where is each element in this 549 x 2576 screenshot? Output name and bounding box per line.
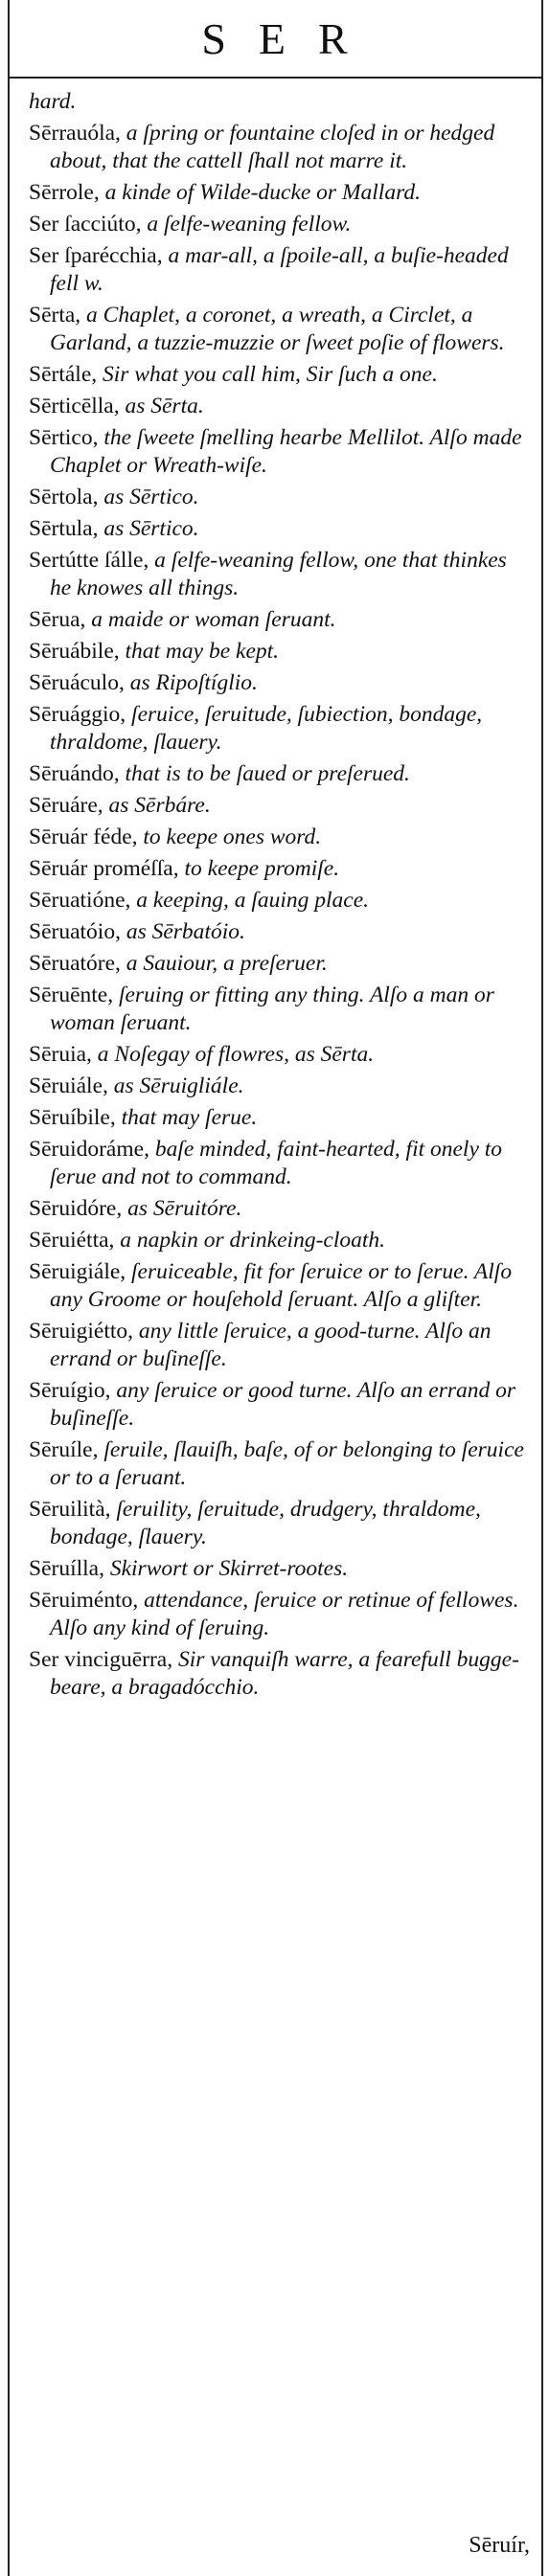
dictionary-entry bbox=[29, 424, 532, 480]
entry-headword: Sēruár féde, bbox=[29, 825, 144, 849]
catchword: Sēruír, bbox=[469, 2533, 530, 2558]
dictionary-entry bbox=[29, 1136, 532, 1191]
entry-definition: to keepe ones word. bbox=[143, 825, 322, 849]
entry-definition: a mar-all, a ſpoile-all, a buſie-headed fell w. bbox=[50, 243, 509, 296]
entry-headword: Sēruándo, bbox=[29, 761, 126, 786]
dictionary-entry bbox=[29, 1041, 532, 1069]
entry-definition: as Ripoſtíglio. bbox=[129, 670, 258, 695]
dictionary-entry bbox=[29, 701, 532, 757]
right-rule bbox=[541, 0, 543, 2576]
entry-definition: a ſelfe-weaning fellow, one that thinkes he knowes all things. bbox=[50, 548, 507, 600]
entry-headword: Sēruiménto, bbox=[29, 1588, 145, 1613]
header-rule bbox=[8, 77, 543, 79]
entry-headword: Sēruа, bbox=[29, 607, 92, 632]
entry-headword: Sēruia, bbox=[29, 1042, 98, 1067]
entry-definition: that may be kept. bbox=[125, 639, 280, 664]
entry-definition: a kinde of Wilde-ducke or Mallard. bbox=[104, 180, 421, 205]
entry-definition: any ſeruice or good turne. Alſo an errand or buſineſſe. bbox=[50, 1378, 516, 1431]
dictionary-entry bbox=[29, 1227, 532, 1254]
entry-definition: the ſweete ſmelling hearbe Mellilot. Alſo made Chaplet or Wreath-wiſe. bbox=[50, 425, 522, 478]
entry-definition: Sir what you call him, Sir ſuch a one. bbox=[103, 362, 438, 387]
entry-list bbox=[29, 88, 532, 1706]
dictionary-entry bbox=[29, 792, 532, 820]
entry-headword: Sēruígio, bbox=[29, 1378, 117, 1403]
dictionary-entry bbox=[29, 1496, 532, 1551]
left-rule bbox=[8, 0, 10, 2576]
entry-definition: ſeruice, ſeruitude, ſubiection, bondage, thraldome, ſlauery. bbox=[50, 702, 483, 755]
entry-definition: to keepe promiſe. bbox=[184, 856, 340, 881]
entry-headword: Sēruilità, bbox=[29, 1497, 117, 1522]
entry-definition: a ſelfe-weaning fellow. bbox=[147, 212, 352, 237]
entry-headword: Sēruidoráme, bbox=[29, 1137, 155, 1162]
entry-definition: ſeruing or fitting any thing. Alſo a man or woman ſeruant. bbox=[50, 983, 494, 1035]
dictionary-entry bbox=[29, 88, 532, 116]
dictionary-entry bbox=[29, 179, 532, 207]
entry-headword: Sēruíbile, bbox=[29, 1105, 122, 1130]
entry-definition: a keeping, a ſauing place. bbox=[136, 888, 370, 913]
dictionary-entry bbox=[29, 887, 532, 915]
dictionary-entry bbox=[29, 1258, 532, 1314]
dictionary-entry bbox=[29, 1104, 532, 1132]
dictionary-entry bbox=[29, 120, 532, 175]
dictionary-entry bbox=[29, 1555, 532, 1583]
entry-headword: Sērtále, bbox=[29, 362, 103, 387]
dictionary-entry bbox=[29, 242, 532, 298]
entry-definition: that is to be ſaued or preſerued. bbox=[125, 761, 410, 786]
dictionary-entry bbox=[29, 302, 532, 357]
entry-headword: Sēruíle, bbox=[29, 1437, 104, 1462]
entry-headword: Sēruáculo, bbox=[29, 670, 130, 695]
dictionary-entry bbox=[29, 760, 532, 788]
entry-definition: a ſpring or fountaine cloſed in or hedged about, that the cattell ſhall not marre it. bbox=[50, 121, 495, 173]
entry-definition: as Sērta. bbox=[125, 394, 204, 418]
dictionary-entry bbox=[29, 1436, 532, 1492]
page-title: SER bbox=[201, 14, 380, 63]
entry-headword: Sēruiále, bbox=[29, 1073, 114, 1098]
dictionary-entry bbox=[29, 855, 532, 883]
dictionary-entry bbox=[29, 638, 532, 666]
dictionary-entry bbox=[29, 824, 532, 851]
dictionary-entry bbox=[29, 1587, 532, 1642]
dictionary-entry bbox=[29, 606, 532, 634]
dictionary-entry bbox=[29, 669, 532, 697]
dictionary-entry bbox=[29, 393, 532, 420]
dictionary-entry bbox=[29, 361, 532, 389]
entry-headword: Sērta, bbox=[29, 303, 87, 328]
entry-definition: as Sērbáre. bbox=[108, 793, 211, 818]
entry-headword: Ser vinciguērra, bbox=[29, 1647, 178, 1672]
dictionary-entry bbox=[29, 950, 532, 978]
entry-headword: Sēruággio, bbox=[29, 702, 132, 727]
dictionary-entry bbox=[29, 484, 532, 511]
entry-definition: attendance, ſeruice or retinue of fellowes. Alſo any kind of ſeruing. bbox=[50, 1588, 519, 1640]
entry-definition: a maide or woman ſeruant. bbox=[91, 607, 336, 632]
entry-headword: Sēruigiétto, bbox=[29, 1319, 139, 1344]
entry-headword: Sēruigiále, bbox=[29, 1259, 132, 1284]
entry-definition: baſe minded, faint-hearted, fit onely to ſerue and not to command. bbox=[50, 1137, 503, 1189]
dictionary-entry bbox=[29, 918, 532, 946]
entry-headword: Sērticēlla, bbox=[29, 394, 126, 418]
entry-definition: Skirwort or Skirret-rootes. bbox=[109, 1556, 349, 1581]
entry-headword: Sērrauóla, bbox=[29, 121, 126, 146]
entry-headword: Ser ſacciúto, bbox=[29, 212, 148, 237]
dictionary-entry bbox=[29, 1377, 532, 1433]
entry-definition: as Sērbatóio. bbox=[126, 919, 245, 944]
entry-definition: as Sēruitóre. bbox=[127, 1196, 242, 1221]
dictionary-entry bbox=[29, 1318, 532, 1373]
entry-definition: as Sērtico. bbox=[103, 516, 199, 541]
entry-headword: Sēruatióne, bbox=[29, 888, 137, 913]
entry-headword: Sēruáre, bbox=[29, 793, 109, 818]
page-header bbox=[0, 0, 549, 77]
entry-definition: a Chaplet, a coronet, a wreath, a Circlet, a Garland, a tuzzie-muzzie or ſweet poſie of flowers. bbox=[50, 303, 505, 355]
entry-definition: any little ſeruice, a good-turne. Alſo an errand or buſineſſe. bbox=[50, 1319, 492, 1371]
entry-headword: Sēruatóre, bbox=[29, 951, 126, 976]
entry-headword: Sēruatóio, bbox=[29, 919, 126, 944]
entry-headword: Sēruílla, bbox=[29, 1556, 110, 1581]
dictionary-entry bbox=[29, 515, 532, 543]
dictionary-entry bbox=[29, 211, 532, 238]
entry-headword: Ser ſparécchia, bbox=[29, 243, 169, 268]
entry-definition: Sir vanquiſh warre, a fearefull bugge-beare, a bragadócchio. bbox=[50, 1647, 519, 1700]
dictionary-entry bbox=[29, 982, 532, 1037]
dictionary-entry bbox=[29, 1646, 532, 1702]
entry-definition: a napkin or drinkeing-cloath. bbox=[120, 1228, 386, 1253]
entry-headword: Sērtico, bbox=[29, 425, 104, 450]
entry-headword: Sertútte ſálle, bbox=[29, 548, 155, 573]
entry-definition: a Sauiour, a preſeruer. bbox=[126, 951, 328, 976]
entry-headword: Sērtola, bbox=[29, 485, 104, 509]
dictionary-entry bbox=[29, 547, 532, 602]
entry-definition: that may ſerue. bbox=[121, 1105, 258, 1130]
entry-headword: Sēruiétta, bbox=[29, 1228, 121, 1253]
entry-headword: Sēruár proméſſa, bbox=[29, 856, 185, 881]
entry-headword: Sēruábile, bbox=[29, 639, 126, 664]
entry-definition: ſeruiceable, fit for ſeruice or to ſerue. Alſo any Groome or houſehold ſeruant. Alſo a gliſter. bbox=[50, 1259, 513, 1312]
entry-definition: as Sērtico. bbox=[103, 485, 199, 509]
entry-definition: ſeruile, ſlauiſh, baſe, of or belonging to ſeruice or to a ſeruant. bbox=[50, 1437, 524, 1490]
dictionary-entry bbox=[29, 1195, 532, 1223]
dictionary-entry bbox=[29, 1073, 532, 1100]
entry-headword: Sēruēnte, bbox=[29, 983, 119, 1007]
entry-headword: Sērrole, bbox=[29, 180, 105, 205]
entry-definition: hard. bbox=[29, 89, 77, 114]
entry-headword: Sēruidóre, bbox=[29, 1196, 128, 1221]
entry-definition: a Noſegay of flowres, as Sērta. bbox=[97, 1042, 375, 1067]
entry-definition: as Sēruigliále. bbox=[113, 1073, 244, 1098]
entry-definition: ſeruility, ſeruitude, drudgery, thraldome, bondage, ſlauery. bbox=[50, 1497, 481, 1549]
entry-headword: Sērtula, bbox=[29, 516, 104, 541]
